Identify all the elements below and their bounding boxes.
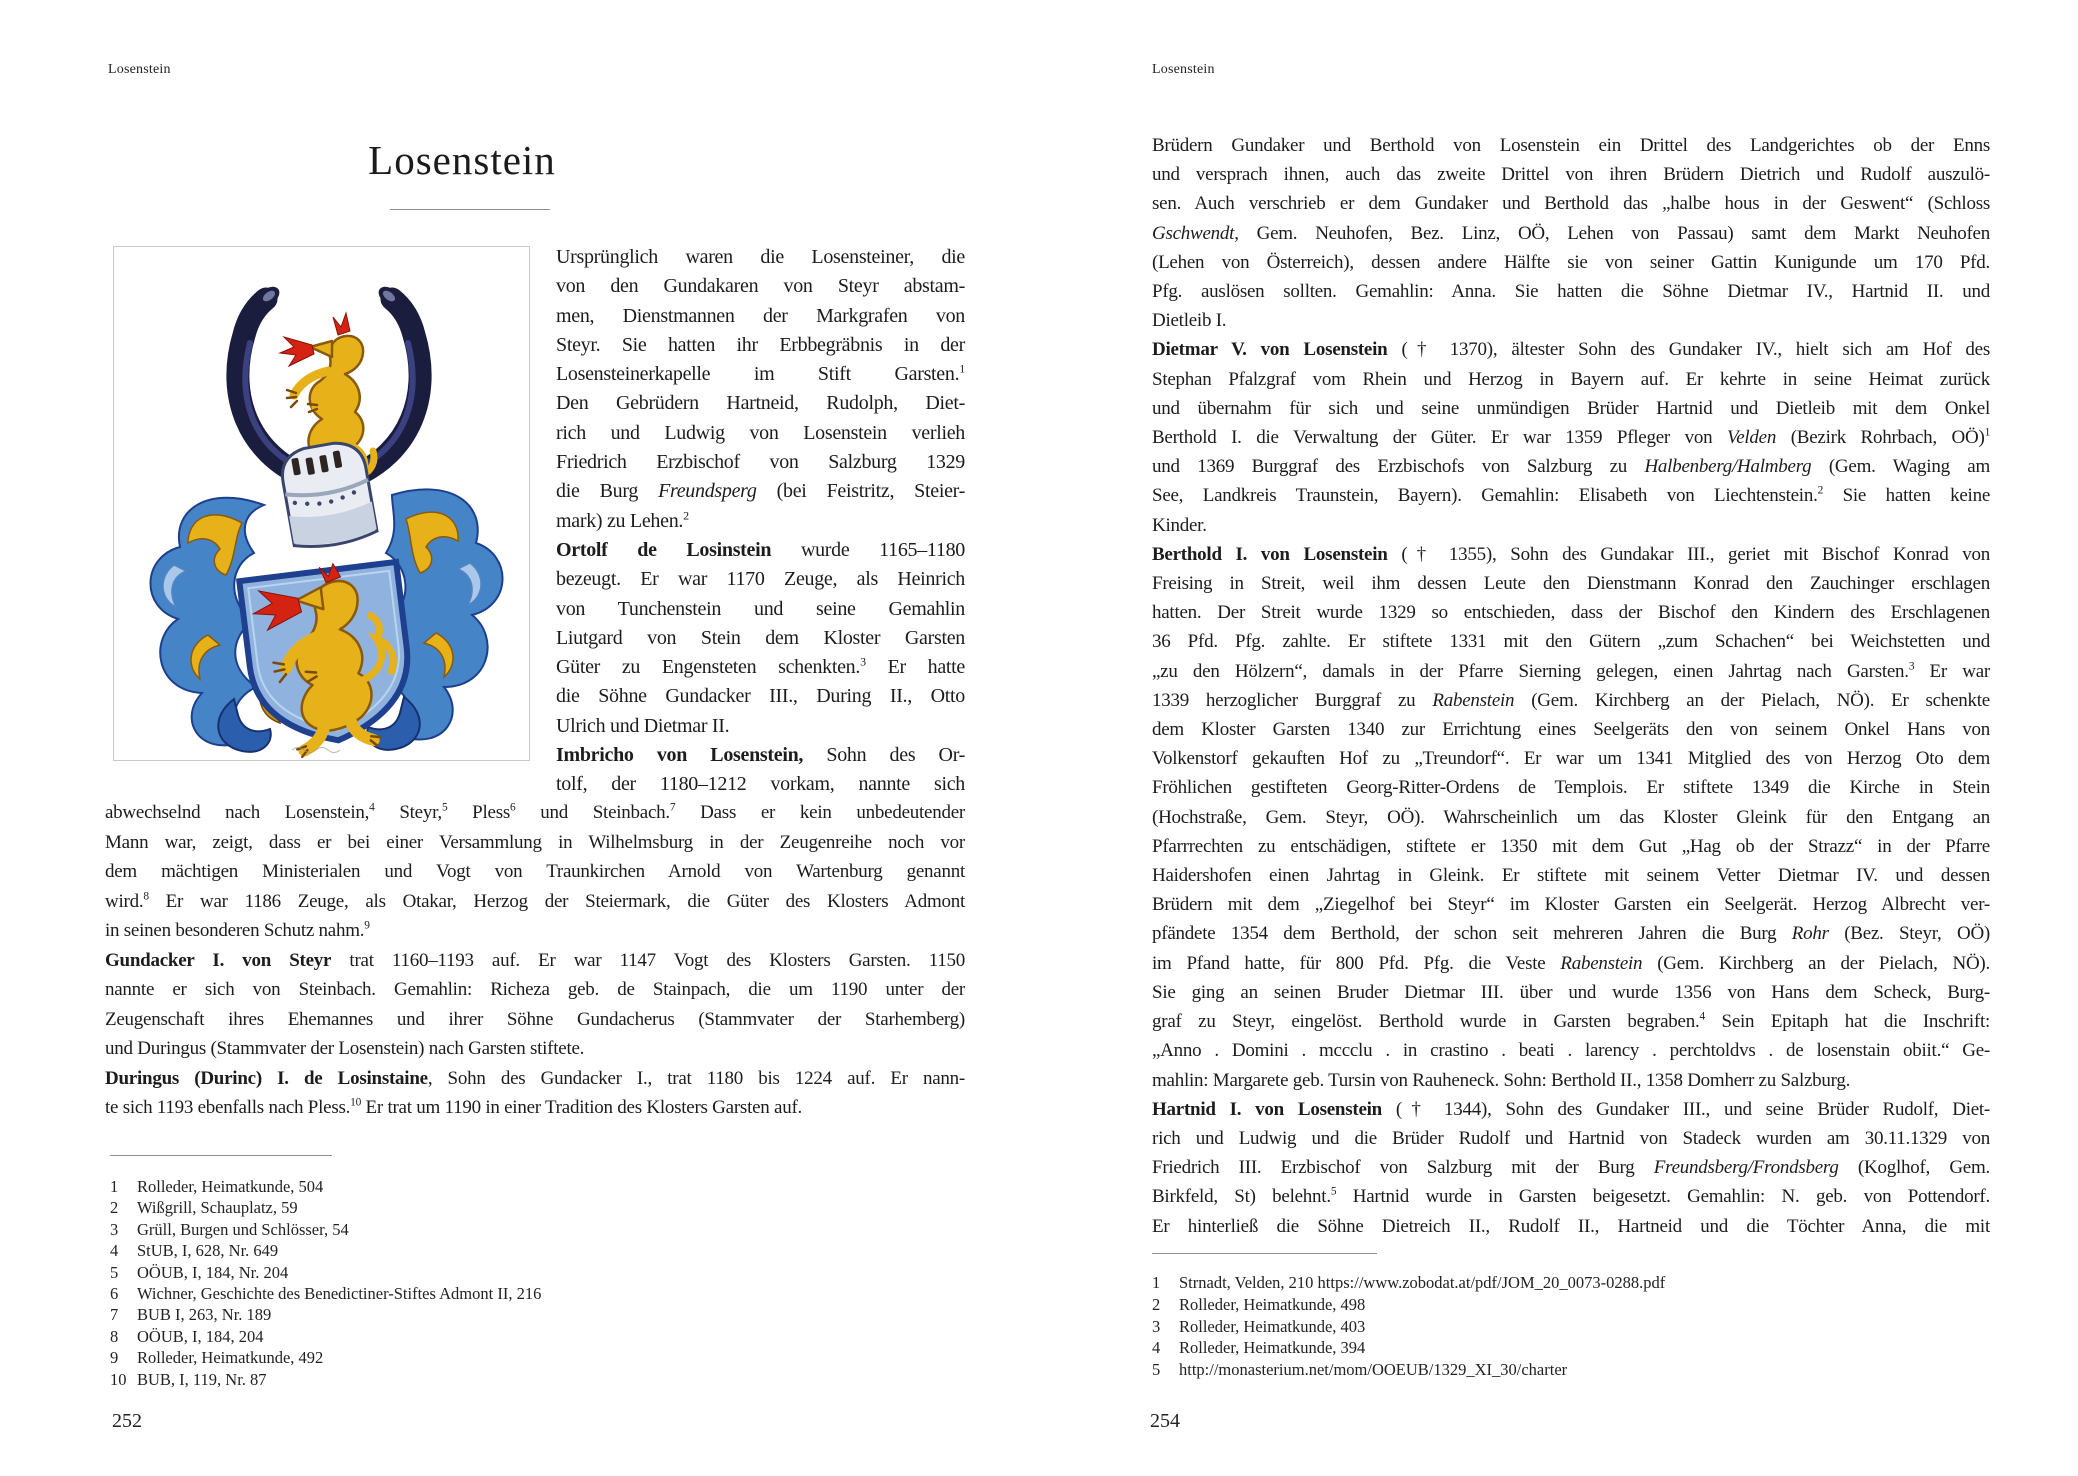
text-line: (Lehen von Österreich), dessen andere Hälfte sie von seiner Gattin Kunigunde um 170 Pfd. bbox=[1152, 251, 1990, 273]
text-line: bezeugt. Er war 1170 Zeuge, als Heinrich bbox=[556, 568, 965, 591]
text-line: Den Gebrüdern Hartneid, Rudolph, Diet- bbox=[556, 392, 965, 415]
footnote-number: 8 bbox=[110, 1326, 119, 1346]
footnote bbox=[110, 1219, 730, 1240]
page-title: Losenstein bbox=[368, 137, 556, 183]
text-line: im Pfand hatte, für 800 Pfd. Pfg. die Veste Rabenstein (Gem. Kirchberg an der Pielach, NÖ). bbox=[1152, 952, 1991, 974]
footnote bbox=[110, 1369, 730, 1390]
footnote-number: 1 bbox=[1152, 1273, 1161, 1292]
footnote bbox=[1152, 1272, 1992, 1294]
text-line: Ulrich und Dietmar II. bbox=[556, 714, 730, 737]
footnote-number: 4 bbox=[110, 1241, 119, 1261]
text-line: Steyr. Sie hatten ihr Erbbegräbnis in der bbox=[556, 333, 965, 356]
text-line: Volkenstorf gekauften Hof zu „Treundorf“. Er war um 1341 Mitglied des von Herzog Oto dem bbox=[1152, 748, 1990, 770]
text-line: hatten. Der Streit wurde 1329 so entschieden, dass der Bischof den Kindern des Erschlagenen bbox=[1152, 602, 1990, 624]
text-line: mark) zu Lehen.$^2$ bbox=[556, 508, 689, 532]
footnote-rule-left bbox=[110, 1155, 332, 1156]
footnote bbox=[1152, 1294, 1992, 1316]
footnote-text: Wißgrill, Schauplatz, 59 bbox=[137, 1198, 298, 1218]
footnote-number: 3 bbox=[1152, 1316, 1161, 1336]
text-line: Friedrich Erzbischof von Salzburg 1329 bbox=[556, 451, 965, 474]
footnote-text: StUB, I, 628, Nr. 649 bbox=[137, 1241, 279, 1261]
body-text-left-column bbox=[556, 243, 965, 800]
text-line: „Anno . Domini . mccclu . in crastino . beati . larency . perchtoldvs . de losenstain obiit.“ Ge- bbox=[1152, 1040, 1990, 1062]
title-rule bbox=[390, 209, 550, 210]
text-line: Haidershofen einen Jahrtag in Gleink. Er stiftete mit seinem Vetter Dietmar IV. und dessen bbox=[1152, 865, 1990, 887]
text-line: rich und Ludwig und die Brüder Rudolf und Hartnid von Stadeck wurden am 30.11.1329 von bbox=[1152, 1127, 1990, 1149]
text-line: nannte er sich von Steinbach. Gemahlin: Richeza geb. de Stainpach, die um 1190 unter der bbox=[105, 979, 965, 1000]
text-line: Sie ging an seinen Bruder Dietmar III. über und wurde 1356 von Hans dem Scheck, Burg- bbox=[1152, 981, 1990, 1003]
footnote-number: 4 bbox=[1152, 1338, 1161, 1358]
footnote-number: 2 bbox=[1152, 1294, 1161, 1314]
footnote bbox=[110, 1262, 730, 1283]
footnote-text: Strnadt, Velden, 210 https://www.zobodat.at/pdf/JOM_20_0073-0288.pdf bbox=[1179, 1273, 1666, 1292]
running-header-right: Losenstein bbox=[1152, 62, 1215, 77]
body-text-left-full bbox=[105, 798, 965, 1123]
footnote bbox=[1152, 1316, 1992, 1338]
running-header-left: Losenstein bbox=[108, 62, 171, 77]
text-line: abwechselnd nach Losenstein,$^4$ Steyr,$^5$ Pless$^6$ und Steinbach.$^7$ Dass er kein unbedeutender bbox=[105, 801, 965, 823]
footnote-number: 9 bbox=[110, 1348, 119, 1368]
coat-of-arms-illustration bbox=[114, 247, 529, 760]
footnote-number: 1 bbox=[110, 1177, 119, 1196]
footnote-text: Rolleder, Heimatkunde, 492 bbox=[137, 1348, 324, 1368]
footnote bbox=[110, 1197, 730, 1218]
footnote-number: 10 bbox=[110, 1369, 127, 1389]
text-line: in seinen besonderen Schutz nahm.$^9$ bbox=[105, 919, 370, 941]
text-line: rich und Ludwig von Losenstein verlieh bbox=[556, 421, 965, 444]
footnote-number: 2 bbox=[110, 1198, 119, 1218]
text-line: und Duringus (Stammvater der Losenstein) nach Garsten stiftete. bbox=[105, 1038, 585, 1059]
footnote bbox=[110, 1326, 730, 1347]
footnotes-left bbox=[110, 1176, 730, 1390]
text-line: 1339 herzoglicher Burggraf zu Rabenstein (Gem. Kirchberg an der Pielach, NÖ). Er schenkte bbox=[1152, 689, 1990, 711]
footnote bbox=[110, 1176, 730, 1197]
text-line: Brüdern mit dem „Ziegelhof bei Steyr“ im Kloster Garsten ein Seelgerät. Herzog Albrecht ver- bbox=[1152, 894, 1990, 916]
text-line: graf zu Steyr, eingelöst. Berthold wurde in Garsten begraben.$^4$ Sein Epitaph hat die Inschrift: bbox=[1152, 1010, 1990, 1033]
text-line: Fröhlichen gestifteten Georg-Ritter-Ordens de Templois. Er stiftete 1349 die Kirche in Stein bbox=[1152, 777, 1990, 799]
footnote-text: OÖUB, I, 184, Nr. 204 bbox=[137, 1262, 289, 1282]
text-line: „zu den Hölzern“, damals in der Pfarre Sierning gelegen, einen Jahrtag nach Garsten.$^3$ Er war bbox=[1152, 660, 1991, 682]
text-line: men, Dienstmannen der Markgrafen von bbox=[556, 304, 965, 327]
text-line: Kinder. bbox=[1152, 514, 1207, 536]
footnote-text: Rolleder, Heimatkunde, 498 bbox=[1179, 1294, 1366, 1314]
footnotes-right bbox=[1152, 1272, 1992, 1381]
footnote-text: OÖUB, I, 184, 204 bbox=[137, 1326, 264, 1346]
text-line: Zeugenschaft ihres Ehemannes und ihrer Söhne Gundacherus (Stammvater der Starhemberg) bbox=[105, 1008, 965, 1030]
text-line: Brüdern Gundaker und Berthold von Losenstein ein Drittel des Landgerichtes ob der Enns bbox=[1152, 135, 1990, 156]
text-line: wird.$^8$ Er war 1186 Zeuge, als Otakar, Herzog der Steiermark, die Güter des Klosters Admont bbox=[105, 890, 965, 912]
text-line: Ortolf de Losinstein wurde 1165–1180 bbox=[556, 538, 965, 561]
text-line: Losensteinerkapelle im Stift Garsten.$^1$ bbox=[556, 361, 965, 386]
text-line: Berthold I. die Verwaltung der Güter. Er war 1359 Pfleger von Velden (Bezirk Rohrbach, OÖ)$^1$ bbox=[1152, 426, 1991, 449]
text-line: te sich 1193 ebenfalls nach Pless.$^{10}$ Er trat um 1190 in einer Tradition des Klosters Garsten auf. bbox=[105, 1096, 803, 1118]
text-line: dem Kloster Garsten 1340 zur Errichtung eines Seelgeräts den von seinem Onkel Hans von bbox=[1152, 719, 1990, 741]
text-line: Güter zu Engensteten schenkten.$^3$ Er hatte bbox=[556, 654, 965, 679]
text-line: und versprach ihnen, auch das zweite Drittel von ihren Brüdern Dietrich und Rudolf auszulö- bbox=[1152, 164, 1990, 186]
text-line: sen. Auch verschrieb er dem Gundaker und Berthold das „halbe hous in der Geswent“ (Schloss bbox=[1152, 193, 1990, 215]
text-line: Er hinterließ die Söhne Dietreich II., Rudolf II., Hartneid und die Töchter Anna, die mit bbox=[1152, 1215, 1990, 1237]
text-line: Mann war, zeigt, dass er bei einer Versammlung in Wilhelmsburg in der Zeugenreihe noch vor bbox=[105, 831, 965, 853]
text-line: tolf, der 1180–1212 vorkam, nannte sich bbox=[556, 773, 965, 796]
flame-tongue bbox=[280, 337, 314, 366]
footnote bbox=[1152, 1337, 1992, 1359]
text-line: Ursprünglich waren die Losensteiner, die bbox=[556, 246, 965, 268]
footnote-number: 5 bbox=[110, 1262, 119, 1282]
coat-of-arms-frame bbox=[113, 246, 530, 761]
page-number-right: 254 bbox=[1150, 1410, 1180, 1432]
text-line: Friedrich III. Erzbischof von Salzburg mit der Burg Freundsberg/Frondsberg (Koglhof, Gem. bbox=[1152, 1157, 1990, 1179]
footnote bbox=[1152, 1359, 1992, 1381]
text-line: 36 Pfd. Pfg. zahlte. Er stiftete 1331 mit den Gütern „zum Schachen“ bei Weichstetten und bbox=[1152, 631, 1990, 653]
footnote-text: Grüll, Burgen und Schlösser, 54 bbox=[137, 1219, 349, 1239]
footnote-text: Rolleder, Heimatkunde, 403 bbox=[1179, 1316, 1366, 1336]
text-line: von den Gundakaren von Steyr abstam- bbox=[556, 275, 965, 298]
text-line: Gschwendt, Gem. Neuhofen, Bez. Linz, OÖ, Lehen von Passau) samt dem Markt Neuhofen bbox=[1152, 222, 1990, 244]
footnote-number: 6 bbox=[110, 1284, 119, 1304]
footnote-text: Wichner, Geschichte des Benedictiner-Stiftes Admont II, 216 bbox=[137, 1284, 542, 1304]
text-line: Imbricho von Losenstein, Sohn des Or- bbox=[556, 744, 966, 767]
text-line: die Söhne Gundacker III., During II., Otto bbox=[556, 685, 965, 708]
footnote-text: http://monasterium.net/mom/OOEUB/1329_XI_30/charter bbox=[1179, 1360, 1568, 1380]
text-line: und übernahm für sich und seine unmündigen Brüder Hartnid und Dietleib mit dem Onkel bbox=[1152, 397, 1990, 419]
footnote-text: Rolleder, Heimatkunde, 394 bbox=[1179, 1338, 1366, 1358]
text-line: Gundacker I. von Steyr trat 1160–1193 auf. Er war 1147 Vogt des Klosters Garsten. 1150 bbox=[105, 949, 965, 971]
text-line: Pfg. auslösen sollten. Gemahlin: Anna. Sie hatten die Söhne Dietmar IV., Hartnid II. und bbox=[1152, 281, 1990, 303]
footnote bbox=[110, 1347, 730, 1368]
text-line: Berthold I. von Losenstein († 1355), Sohn des Gundakar III., geriet mit Bischof Konrad von bbox=[1152, 543, 1990, 565]
footnote-text: Rolleder, Heimatkunde, 504 bbox=[137, 1177, 324, 1196]
footnote bbox=[110, 1304, 730, 1325]
text-line: Birkfeld, St) belehnt.$^5$ Hartnid wurde in Garsten beigesetzt. Gemahlin: N. geb. von Pottendorf. bbox=[1152, 1185, 1990, 1208]
footnote-number: 3 bbox=[110, 1219, 119, 1239]
page-number-left: 252 bbox=[112, 1410, 142, 1432]
footnote-rule-right bbox=[1152, 1253, 1377, 1254]
text-line: Freising in Streit, weil ihm dessen Leute den Dienstmann Konrad den Zauchinger erschlagen bbox=[1152, 573, 1990, 595]
footnote-text: BUB I, 263, Nr. 189 bbox=[137, 1305, 272, 1325]
text-line: dem mächtigen Ministerialen und Vogt von Traunkirchen Arnold von Wartenburg genannt bbox=[105, 861, 965, 882]
text-line: die Burg Freundsperg (bei Feistritz, Steier- bbox=[556, 480, 965, 503]
text-line: Pfarrrechten zu entschädigen, stiftete er 1350 mit dem Gut „Hag ob der Strazz“ in der Pfarre bbox=[1152, 835, 1990, 857]
text-line: Stephan Pfalzgraf vom Rhein und Herzog in Bayern auf. Er kehrte in seine Heimat zurück bbox=[1152, 368, 1990, 390]
text-line: pfändete 1354 dem Berthold, der schon seit mehreren Jahren die Burg Rohr (Bez. Steyr, OÖ) bbox=[1152, 923, 1990, 945]
text-line: See, Landkreis Traunstein, Bayern). Gemahlin: Elisabeth von Liechtenstein.$^2$ Sie hatten keine bbox=[1152, 485, 1990, 507]
footnote bbox=[110, 1240, 730, 1261]
footnote-number: 5 bbox=[1152, 1360, 1161, 1380]
footnote bbox=[110, 1283, 730, 1304]
helmet bbox=[278, 438, 378, 551]
text-line: und 1369 Burggraf des Erzbischofs von Salzburg zu Halbenberg/Halmberg (Gem. Waging am bbox=[1152, 456, 1990, 478]
text-line: von Tunchenstein und seine Gemahlin bbox=[556, 597, 965, 620]
text-line: mahlin: Margarete geb. Tursin von Rauheneck. Sohn: Berthold II., 1358 Domherr zu Salzburg. bbox=[1152, 1069, 1851, 1091]
text-line: Dietmar V. von Losenstein († 1370), ältester Sohn des Gundaker IV., hielt sich am Hof des bbox=[1152, 339, 1990, 361]
text-line: Dietleib I. bbox=[1152, 310, 1227, 332]
text-line: Liutgard von Stein dem Kloster Garsten bbox=[556, 626, 965, 649]
body-text-right bbox=[1152, 131, 1990, 1241]
footnote-text: BUB, I, 119, Nr. 87 bbox=[137, 1369, 267, 1389]
text-line: Duringus (Durinc) I. de Losinstaine, Sohn des Gundacker I., trat 1180 bis 1224 auf. Er nann- bbox=[105, 1067, 965, 1089]
footnote-number: 7 bbox=[110, 1305, 119, 1325]
text-line: (Hochstraße, Gem. Steyr, OÖ). Wahrscheinlich um das Kloster Gleink für den Entgang an bbox=[1152, 806, 1990, 828]
text-line: Hartnid I. von Losenstein († 1344), Sohn des Gundaker III., und seine Brüder Rudolf, Diet- bbox=[1152, 1098, 1991, 1120]
